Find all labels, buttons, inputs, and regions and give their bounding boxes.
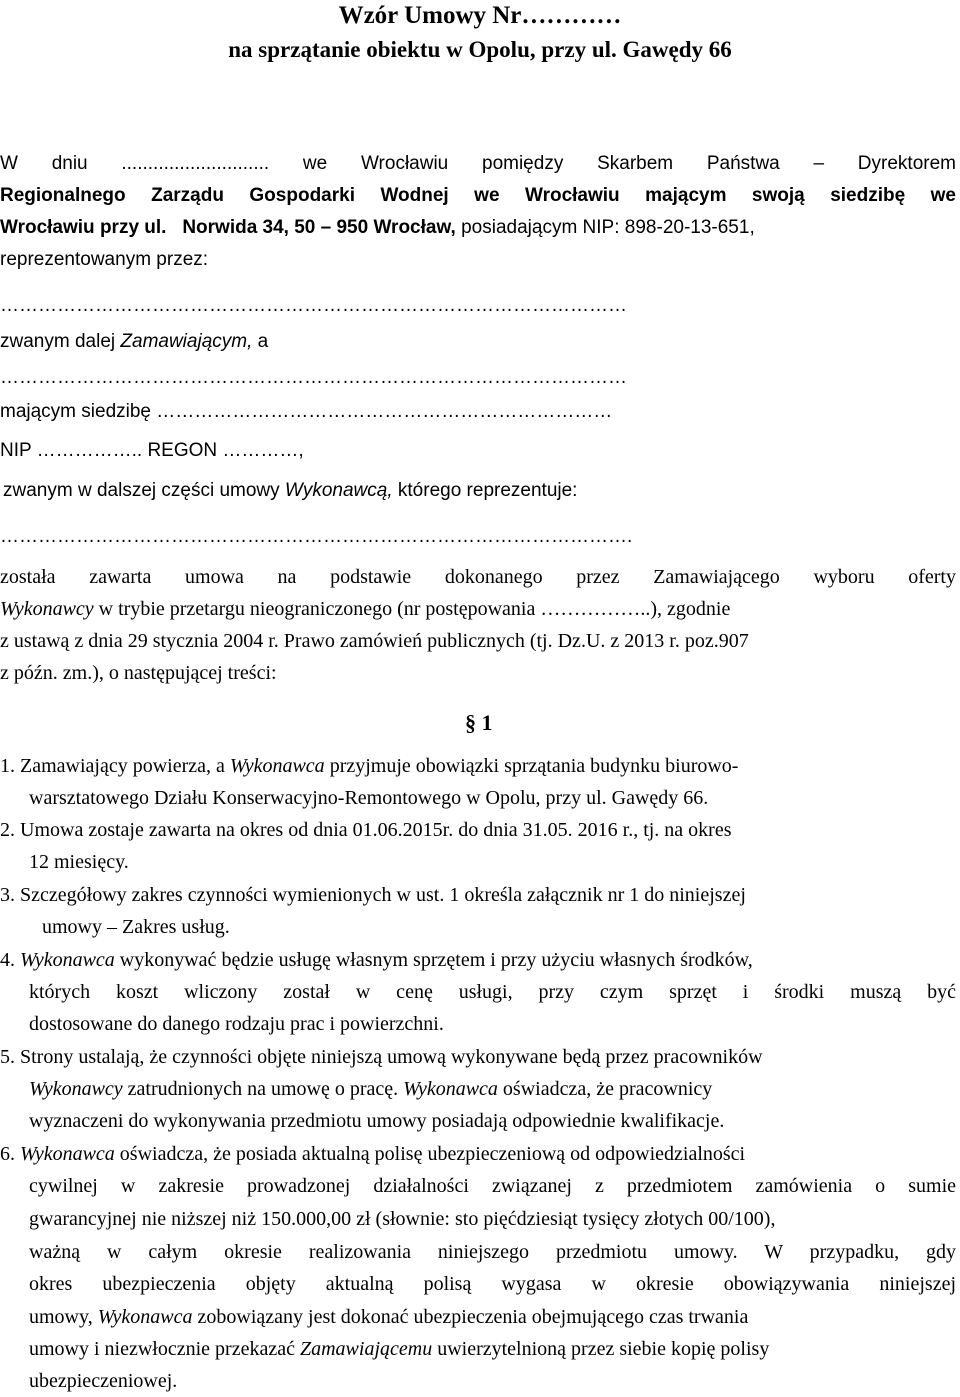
item-6h1: umowy, — [29, 1306, 98, 1328]
item-4-line-3: dostosowane do danego rodzaju prac i powierzchni. — [29, 1013, 444, 1035]
wykonawcy-term: Wykonawcy — [29, 1078, 123, 1100]
item-6a: 6. — [0, 1143, 20, 1165]
intro-nip: posiadającym NIP: 898-20-13-651, — [461, 217, 755, 238]
intro-line-15: z późn. zm.), o następującej treści: — [0, 662, 277, 684]
section-heading: § 1 — [465, 710, 493, 735]
intro-address: Norwida 34, 50 – 950 Wrocław, — [182, 217, 456, 238]
intro-line-10a: zwanym w dalszej części umowy — [3, 480, 285, 501]
intro-line-3 — [0, 216, 956, 240]
intro-line-4: reprezentowanym przez: — [0, 249, 209, 270]
item-2-line-2: 12 miesięcy. — [29, 851, 129, 873]
intro-line-13b: w trybie przetargu nieograniczonego (nr postępowania ……………..), zgodnie — [93, 598, 731, 620]
item-5-line-3: wyznaczeni do wykonywania przedmiotu umowy posiadają odpowiednie kwalifikacje. — [29, 1110, 725, 1132]
intro-line-2: Regionalnego Zarządu Gospodarki Wodnej we Wrocławiu mającym swoją siedzibę we — [0, 185, 956, 206]
intro-line-8: mającym siedzibę ……………………………………………………………… — [0, 401, 613, 422]
intro-line-6c: a — [252, 331, 269, 352]
dots-line-3: ………………………………………………………………………………………. — [0, 526, 633, 547]
item-4-line-1 — [0, 948, 956, 973]
item-1c: przyjmuje obowiązki sprzątania budynku biurowo- — [324, 755, 739, 777]
intro-line-13 — [0, 597, 956, 622]
wykonawcy-term: Wykonawcy — [0, 598, 94, 620]
dots-line-1: ……………………………………………………………………………………… — [0, 295, 627, 316]
item-4a: 4. — [0, 949, 20, 971]
item-1-line-1 — [0, 754, 956, 779]
dots-line-2: ……………………………………………………………………………………… — [0, 367, 627, 388]
item-5-line-1: 5. Strony ustalają, że czynności objęte niniejszą umową wykonywane będą przez pracowników — [0, 1046, 763, 1068]
item-6i1: umowy i niezwłocznie przekazać — [29, 1338, 300, 1360]
document-subtitle: na sprzątanie obiektu w Opolu, przy ul. Gawędy 66 — [228, 37, 732, 62]
wykonawca-term: Wykonawca — [20, 949, 115, 971]
intro-line-6 — [0, 330, 268, 354]
item-1a: 1. Zamawiający powierza, a — [0, 755, 230, 777]
intro-line-3a: Wrocławiu przy ul. — [0, 217, 167, 238]
item-6h3: zobowiązany jest dokonać ubezpieczenia obejmującego czas trwania — [192, 1306, 749, 1328]
item-5c: zatrudnionych na umowę o pracę. — [122, 1078, 404, 1100]
item-3-line-1: 3. Szczegółowy zakres czynności wymienionych w ust. 1 określa załącznik nr 1 do niniejszej — [0, 884, 746, 906]
item-3-line-2: umowy – Zakres usług. — [42, 916, 230, 938]
intro-line-6a: zwanym dalej — [0, 331, 121, 352]
item-6-line-6 — [29, 1305, 956, 1330]
intro-line-14: z ustawą z dnia 29 stycznia 2004 r. Prawo zamówień publicznych (tj. Dz.U. z 2013 r. poz.907 — [0, 630, 749, 652]
item-6-line-7 — [29, 1337, 956, 1362]
item-1-line-2: warsztatowego Działu Konserwacyjno-Remontowego w Opolu, przy ul. Gawędy 66. — [29, 787, 709, 809]
item-5e: oświadcza, że pracownicy — [497, 1078, 713, 1100]
item-6-line-8: ubezpieczeniowej. — [29, 1370, 178, 1392]
item-6i3: uwierzytelnioną przez siebie kopię polisy — [432, 1338, 770, 1360]
intro-line-1: W dniu ............................ we Wrocławiu pomiędzy Skarbem Państwa – Dyrektorem — [0, 153, 956, 174]
wykonawca-term: Wykonawca — [20, 1143, 115, 1165]
intro-line-9: NIP …………….. REGON …………, — [0, 440, 304, 461]
item-6-line-1 — [0, 1142, 956, 1167]
item-5-line-2 — [29, 1077, 956, 1102]
intro-line-12: została zawarta umowa na podstawie dokonanego przez Zamawiającego wyboru oferty — [0, 566, 956, 588]
wykonawca-term: Wykonawca — [229, 755, 325, 777]
intro-line-10c: którego reprezentuje: — [392, 480, 578, 501]
item-6-line-3: gwarancyjnej nie niższej niż 150.000,00 zł (słownie: sto pięćdziesiąt tysięcy złotych 00/100), — [29, 1208, 776, 1230]
item-2-line-1: 2. Umowa zostaje zawarta na okres od dnia 01.06.2015r. do dnia 31.05. 2016 r., tj. na okres — [0, 819, 732, 841]
wykonawca-term: Wykonawca — [97, 1306, 193, 1328]
item-6c: oświadcza, że posiada aktualną polisę ubezpieczeniową od odpowiedzialności — [114, 1143, 746, 1165]
zamawiajacemu-term: Zamawiającemu — [299, 1338, 433, 1360]
wykonawca-term: Wykonawcą, — [284, 480, 393, 501]
zamawiajacy-term: Zamawiającym, — [120, 331, 253, 352]
wykonawca-term: Wykonawca — [403, 1078, 498, 1100]
document-title: Wzór Umowy Nr………… — [338, 2, 622, 29]
intro-line-10 — [3, 479, 577, 503]
item-4-line-2: których koszt wliczony został w cenę usługi, przy czym sprzęt i środki muszą być — [29, 981, 956, 1003]
item-6-line-4: ważną w całym okresie realizowania niniejszego przedmiotu umowy. W przypadku, gdy — [29, 1241, 956, 1263]
item-6-line-2: cywilnej w zakresie prowadzonej działalności związanej z przedmiotem zamówienia o sumie — [29, 1175, 956, 1197]
item-6-line-5: okres ubezpieczenia objęty aktualną polisą wygasa w okresie obowiązywania niniejszej — [29, 1273, 956, 1295]
item-4c: wykonywać będzie usługę własnym sprzętem i przy użyciu własnych środków, — [114, 949, 753, 971]
